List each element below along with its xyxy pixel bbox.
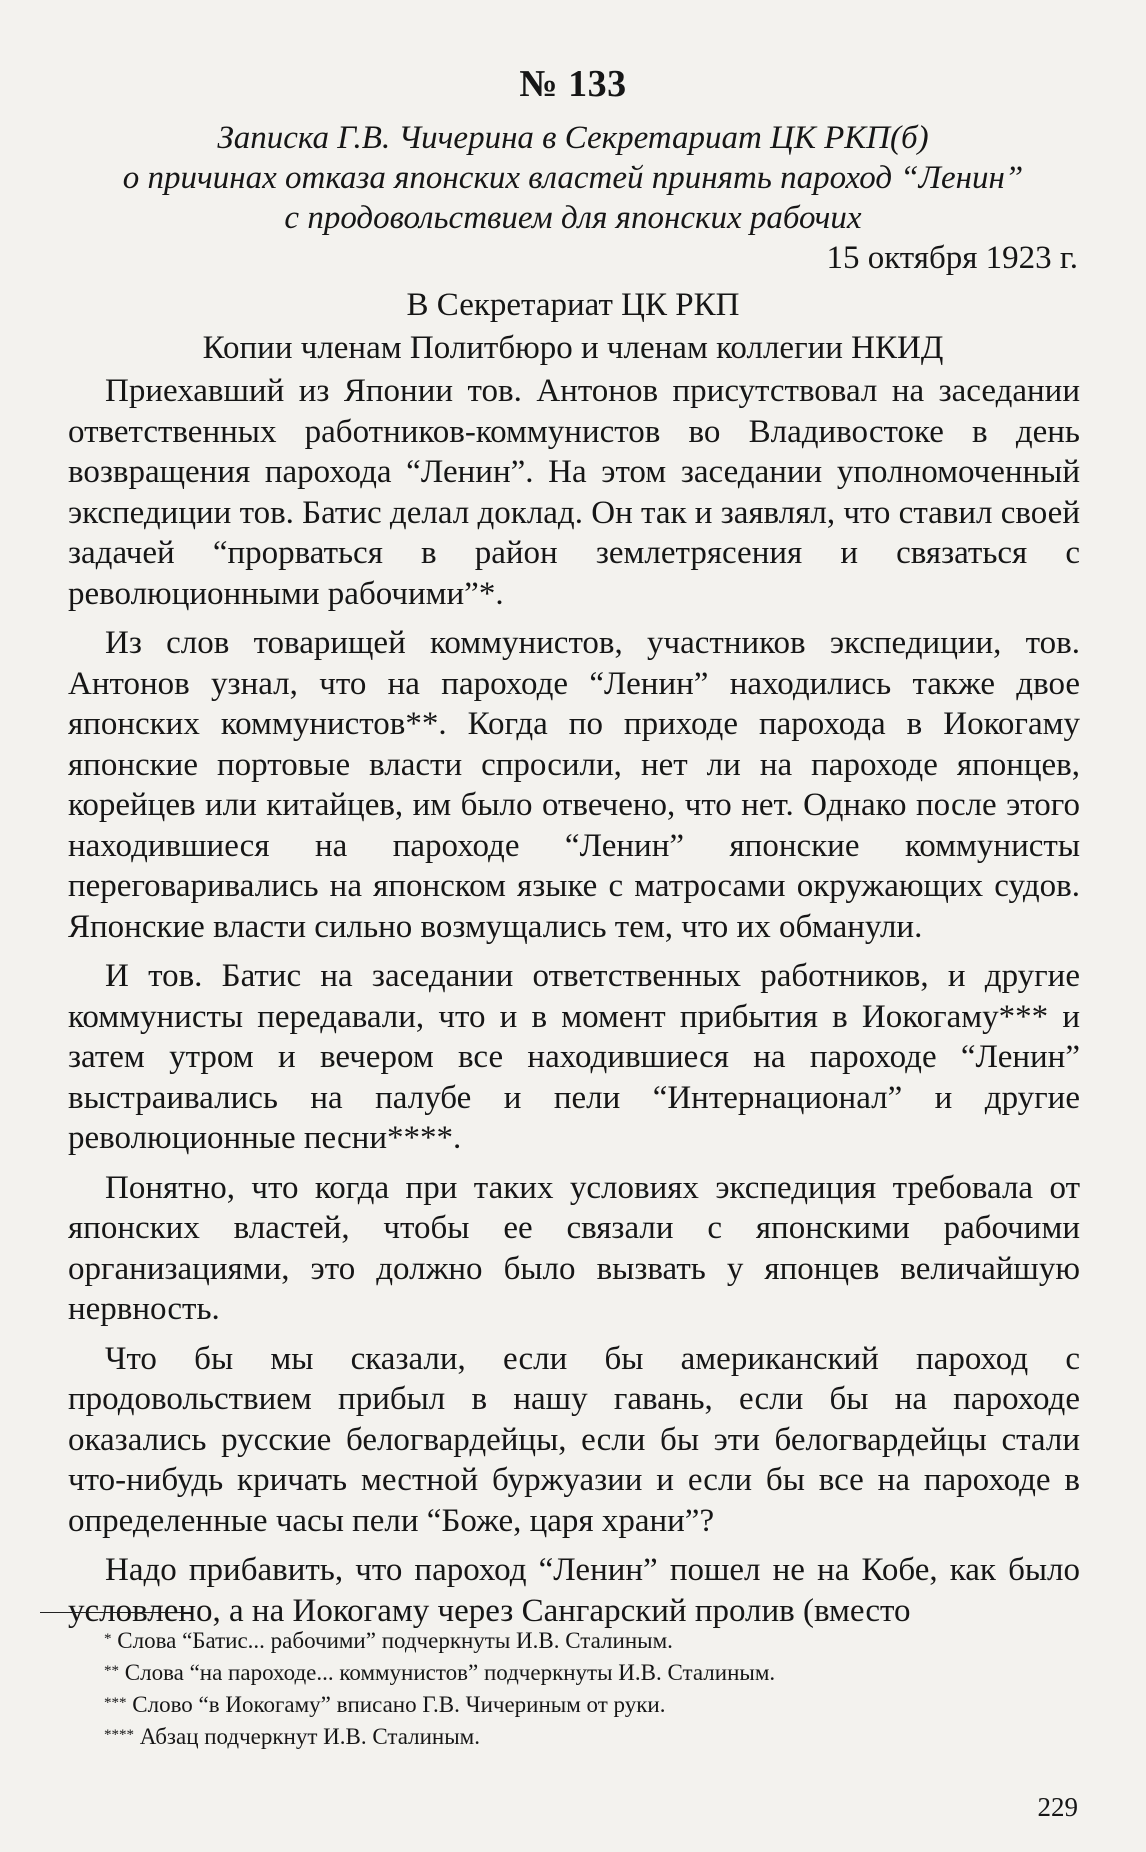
addressee: В Секретариат ЦК РКП [406, 287, 740, 323]
title-line: с продовольствием для японских рабочих [284, 200, 862, 236]
footnote-mark: ** [104, 1663, 119, 1679]
footnote-divider [40, 1612, 192, 1613]
footnote [104, 1720, 775, 1752]
footnote [104, 1688, 775, 1720]
title-line: о причинах отказа японских властей принять пароход “Ленин” [122, 160, 1024, 196]
footnote-text: Абзац подчеркнут И.В. Сталиным. [139, 1724, 480, 1749]
paragraph: Надо прибавить, что пароход “Ленин” пошел не на Кобе, как было условлено, а на Иокогаму через Сангарский пролив (вместо [68, 1552, 1080, 1629]
document-title [40, 118, 1106, 238]
footnote-text: Слова “Батис... рабочими” подчеркнуты И.В. Сталиным. [117, 1628, 673, 1653]
footnote-mark: * [104, 1631, 112, 1647]
paragraph: Из слов товарищей коммунистов, участников экспедиции, тов. Антонов узнал, что на пароходе “Ленин” находились также двое японских коммунистов**. Когда по приходе парохода в Иокогаму японские портовые власти спросили, нет ли на пароходе японцев, корейцев или китайцев, им было отвечено, что нет. Однако после этого находившиеся на пароходе “Ленин” японские коммунисты переговаривались на японском языке с матросами окружающих судов. Японские власти сильно возмущались тем, что их обманули. [68, 625, 1080, 945]
footnote [104, 1656, 775, 1688]
document-date: 15 октября 1923 г. [826, 240, 1078, 276]
copies-recipients: Копии членам Политбюро и членам коллегии НКИД [202, 330, 944, 366]
title-line: Записка Г.В. Чичерина в Секретариат ЦК РКП(б) [217, 120, 929, 156]
footnote-text: Слова “на пароходе... коммунистов” подчеркнуты И.В. Сталиным. [124, 1660, 776, 1685]
paragraph: И тов. Батис на заседании ответственных работников, и другие коммунисты передавали, что и в момент прибытия в Иокогаму*** и затем утром и вечером все находившиеся на пароходе “Ленин” выстраивались на палубе и пели “Интернационал” и другие революционные песни****. [68, 958, 1080, 1156]
body-text [68, 371, 1080, 1640]
paragraph: Понятно, что когда при таких условиях экспедиция требовала от японских властей, чтобы ее связали с японскими рабочими организациями, это должно было вызвать у японцев величайшую нервность. [68, 1169, 1080, 1327]
paragraph: Приехавший из Японии тов. Антонов присутствовал на заседании ответственных работников-коммунистов во Владивостоке в день возвращения парохода “Ленин”. На этом заседании уполномоченный экспедиции тов. Батис делал доклад. Он так и заявлял, что ставил своей задачей “прорваться в район землетрясения и связаться с революционными рабочими”*. [68, 373, 1080, 612]
paragraph: Что бы мы сказали, если бы американский пароход с продовольствием прибыл в нашу гавань, если бы на пароходе оказались русские белогвардейцы, если бы эти белогвардейцы стали что-нибудь кричать местной буржуазии и если бы все на пароходе в определенные часы пели “Боже, царя храни”? [68, 1340, 1080, 1539]
page-number: 229 [1037, 1792, 1078, 1822]
footnote-text: Слово “в Иокогаму” вписано Г.В. Чичериным от руки. [132, 1692, 666, 1717]
footnote [104, 1624, 775, 1656]
footnote-mark: **** [104, 1727, 134, 1743]
footnotes [104, 1624, 775, 1752]
document-number: № 133 [519, 63, 627, 105]
footnote-mark: *** [104, 1695, 127, 1711]
